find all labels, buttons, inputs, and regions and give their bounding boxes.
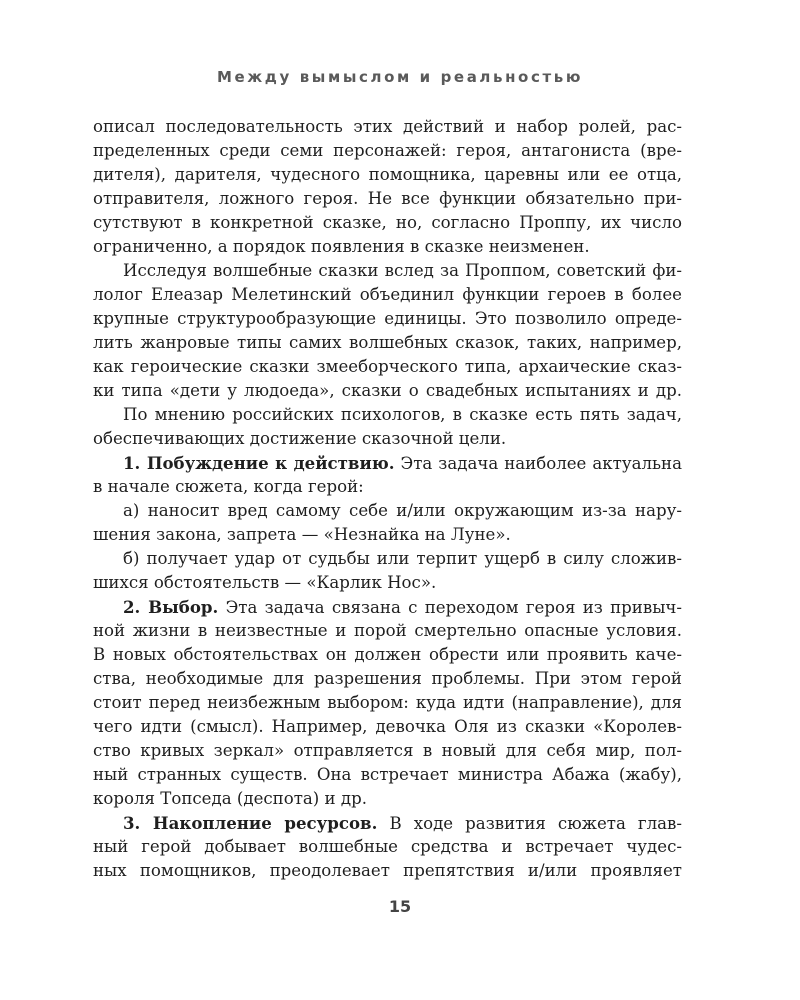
- text-line: дителя), дарителя, чудесного помощника, царевны или ее отца,: [93, 165, 682, 184]
- text-line: лить жанровые типы самих волшебных сказок, таких, например,: [93, 333, 682, 352]
- text-line: пределенных среди семи персонажей: героя, антагониста (вре-: [93, 141, 682, 160]
- text-line: а) наносит вред самому себе и/или окружающим из-за нару-: [123, 501, 682, 520]
- text-line: ный странных существ. Она встречает министра Абажа (жабу),: [93, 765, 682, 784]
- text-line: ный герой добывает волшебные средства и встречает чудес-: [93, 837, 682, 856]
- text-line: крупные структурообразующие единицы. Это позволило опреде-: [93, 309, 682, 328]
- text-line: чего идти (смысл). Например, девочка Оля из сказки «Королев-: [93, 717, 682, 736]
- text-line: стоит перед неизбежным выбором: куда идти (направление), для: [93, 693, 682, 712]
- section-heading: 2. Выбор.: [123, 597, 219, 617]
- text-line: обеспечивающих достижение сказочной цели.: [93, 429, 507, 448]
- text-line: шихся обстоятельств — «Карлик Нос».: [93, 573, 437, 592]
- text-line: ства, необходимые для разрешения проблемы. При этом герой: [93, 669, 682, 688]
- text-line: [123, 595, 682, 620]
- text-line: ных помощников, преодолевает препятствия и/или проявляет: [93, 861, 682, 880]
- text-line: По мнению российских психологов, в сказке есть пять задач,: [123, 405, 682, 424]
- text-line: короля Топседа (деспота) и др.: [93, 789, 367, 808]
- section-heading: 1. Побуждение к действию.: [123, 453, 395, 473]
- text-line: отправителя, ложного героя. Не все функции обязательно при-: [93, 189, 682, 208]
- text-span: В ходе развития сюжета глав-: [377, 814, 682, 833]
- text-line: В новых обстоятельствах он должен обрести или проявить каче-: [93, 645, 682, 664]
- text-line: б) получает удар от судьбы или терпит ущерб в силу сложив-: [123, 549, 682, 568]
- text-line: описал последовательность этих действий и набор ролей, рас-: [93, 117, 682, 136]
- text-line: Исследуя волшебные сказки вслед за Проппом, советский фи-: [123, 261, 682, 280]
- text-line: сутствуют в конкретной сказке, но, согласно Проппу, их число: [93, 213, 682, 232]
- text-line: [123, 451, 682, 476]
- page-number: 15: [388, 897, 412, 916]
- text-line: [123, 811, 682, 836]
- running-head: Между вымыслом и реальностью: [216, 68, 584, 86]
- text-line: лолог Елеазар Мелетинский объединил функции героев в более: [93, 285, 682, 304]
- text-line: шения закона, запрета — «Незнайка на Луне».: [93, 525, 511, 544]
- section-heading: 3. Накопление ресурсов.: [123, 813, 378, 833]
- text-span: Эта задача связана с переходом героя из привыч-: [218, 598, 682, 617]
- text-line: ной жизни в неизвестные и порой смертельно опасные условия.: [93, 621, 682, 640]
- text-line: как героические сказки змееборческого типа, архаические сказ-: [93, 357, 682, 376]
- text-line: в начале сюжета, когда герой:: [93, 477, 364, 496]
- text-line: ки типа «дети у людоеда», сказки о свадебных испытаниях и др.: [93, 381, 682, 400]
- text-line: ство кривых зеркал» отправляется в новый для себя мир, пол-: [93, 741, 682, 760]
- text-span: Эта задача наиболее актуальна: [394, 454, 683, 473]
- text-line: ограниченно, а порядок появления в сказке неизменен.: [93, 237, 590, 256]
